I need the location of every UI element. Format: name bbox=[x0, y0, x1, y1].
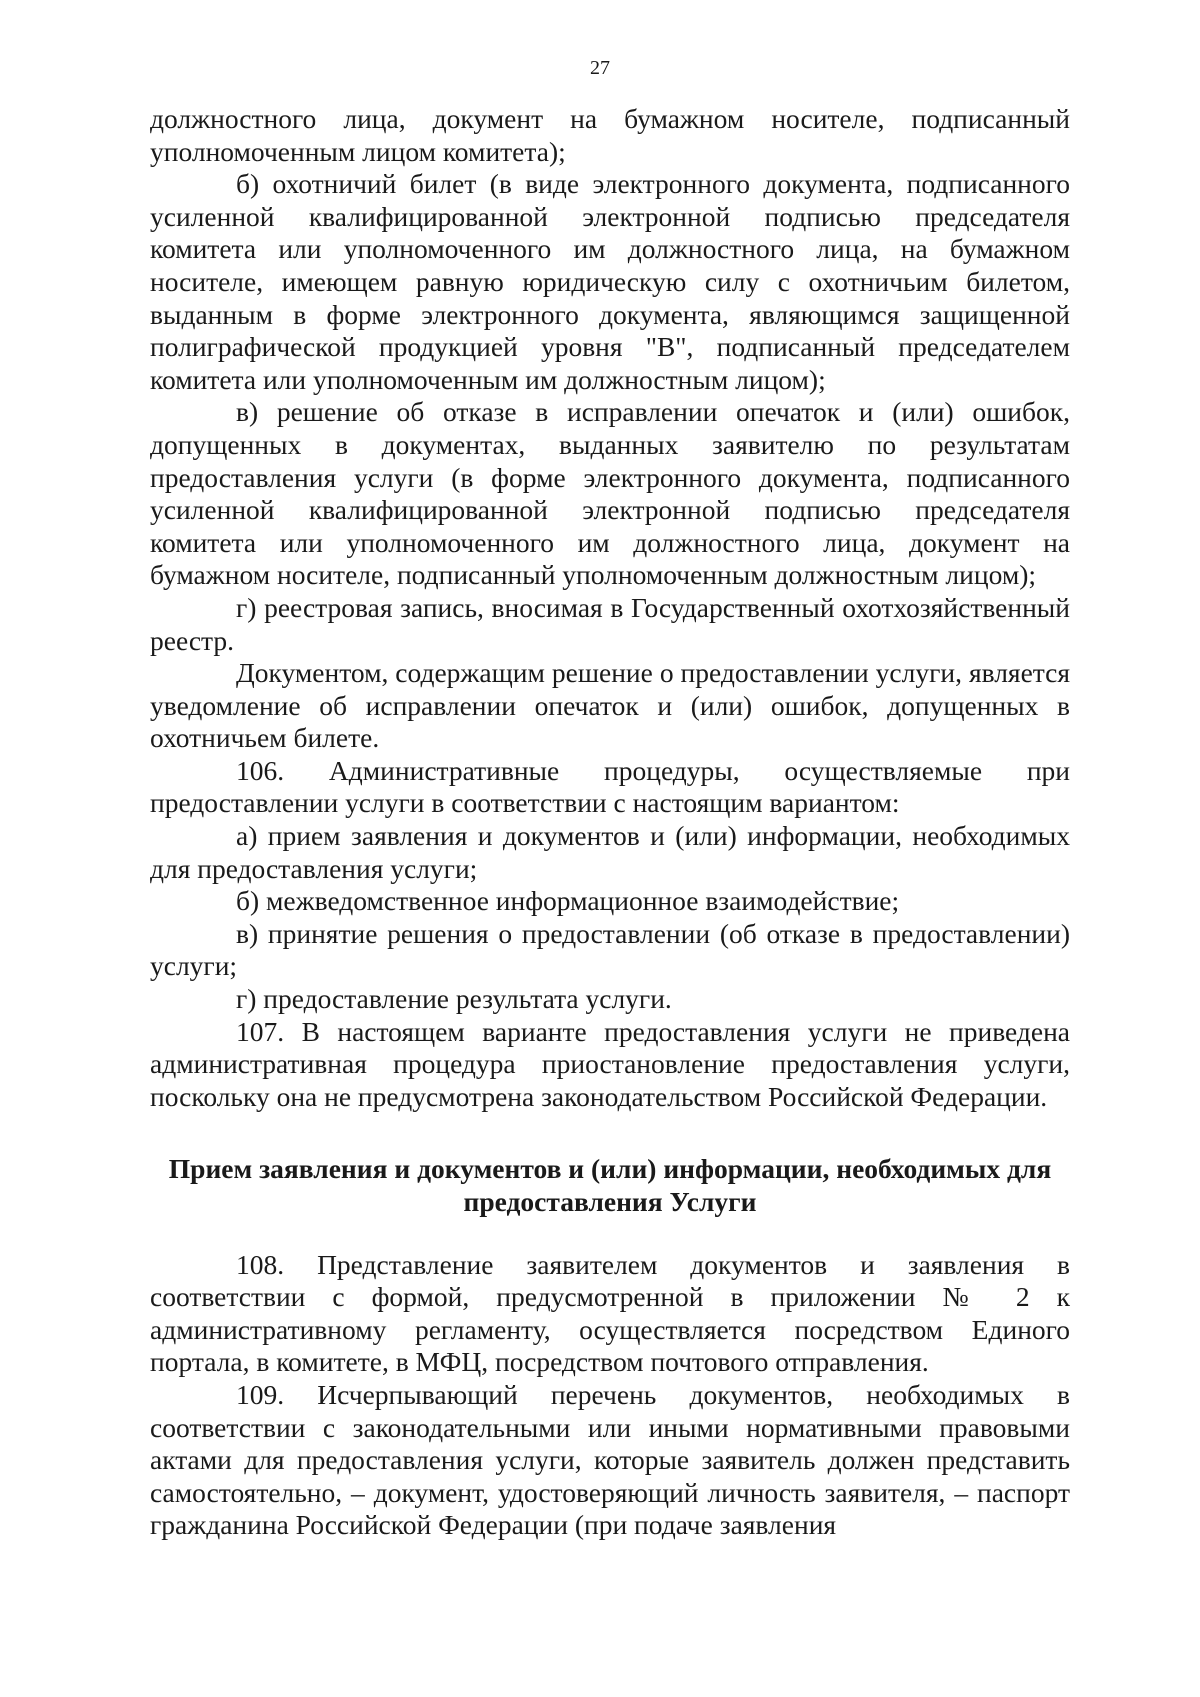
paragraph: б) охотничий билет (в виде электронного документа, подписанного усиленной квалифицированной электронной подписью председателя комитета или уполномоченного им должностного лица, на бумажном носителе, имеющем равную юридическую силу с охотничьим билетом, выданным в форме электронного документа, являющимся защищенной полиграфической продукцией уровня "В", подписанный председателем комитета или уполномоченным им должностным лицом); bbox=[150, 168, 1070, 395]
paragraph: г) реестровая запись, вносимая в Государственный охотхозяйственный реестр. bbox=[150, 591, 1070, 656]
paragraph: 106. Административные процедуры, осуществляемые при предоставлении услуги в соответствии с настоящим вариантом: bbox=[150, 754, 1070, 819]
paragraph: а) прием заявления и документов и (или) информации, необходимых для предоставления услуги; bbox=[150, 820, 1070, 884]
paragraph: 108. Представление заявителем документов и заявления в соответствии с формой, предусмотренной в приложении № 2 к административному регламенту, осуществляется посредством Единого портала, в комитете, в МФЦ, посредством почтового отправления. bbox=[150, 1248, 1070, 1378]
paragraph: б) межведомственное информационное взаимодействие; bbox=[236, 885, 900, 917]
paragraph: Документом, содержащим решение о предоставлении услуги, является уведомление об исправлении опечаток и (или) ошибок, допущенных в охотничьем билете. bbox=[150, 657, 1070, 754]
section-after-heading bbox=[150, 1249, 1070, 1542]
paragraph: г) предоставление результата услуги. bbox=[236, 983, 672, 1015]
paragraph: 109. Исчерпывающий перечень документов, необходимых в соответствии с законодательными или иными нормативными правовыми актами для предоставления услуги, которые заявитель должен представить самостоятельно, – документ, удостоверяющий личность заявителя, – паспорт гражданина Российской Федерации (при подаче заявления bbox=[150, 1378, 1070, 1541]
page-number: 27 bbox=[590, 57, 610, 79]
paragraph: в) принятие решения о предоставлении (об отказе в предоставлении) услуги; bbox=[150, 917, 1070, 982]
paragraph: должностного лица, документ на бумажном носителе, подписанный уполномоченным лицом комитета); bbox=[150, 103, 1070, 167]
document-body bbox=[150, 103, 1070, 1542]
paragraph: 107. В настоящем варианте предоставления услуги не приведена административная процедура приостановление предоставления услуги, поскольку она не предусмотрена законодательством Российской Федерации. bbox=[150, 1015, 1070, 1112]
paragraph: в) решение об отказе в исправлении опечаток и (или) ошибок, допущенных в документах, выданных заявителю по результатам предоставления услуги (в форме электронного документа, подписанного усиленной квалифицированной электронной подписью председателя комитета или уполномоченного им должностного лица, документ на бумажном носителе, подписанный уполномоченным должностным лицом); bbox=[150, 396, 1070, 591]
section-heading: Прием заявления и документов и (или) информации, необходимых для предоставления Услуги bbox=[168, 1153, 1052, 1217]
section-before-heading bbox=[150, 103, 1070, 1113]
